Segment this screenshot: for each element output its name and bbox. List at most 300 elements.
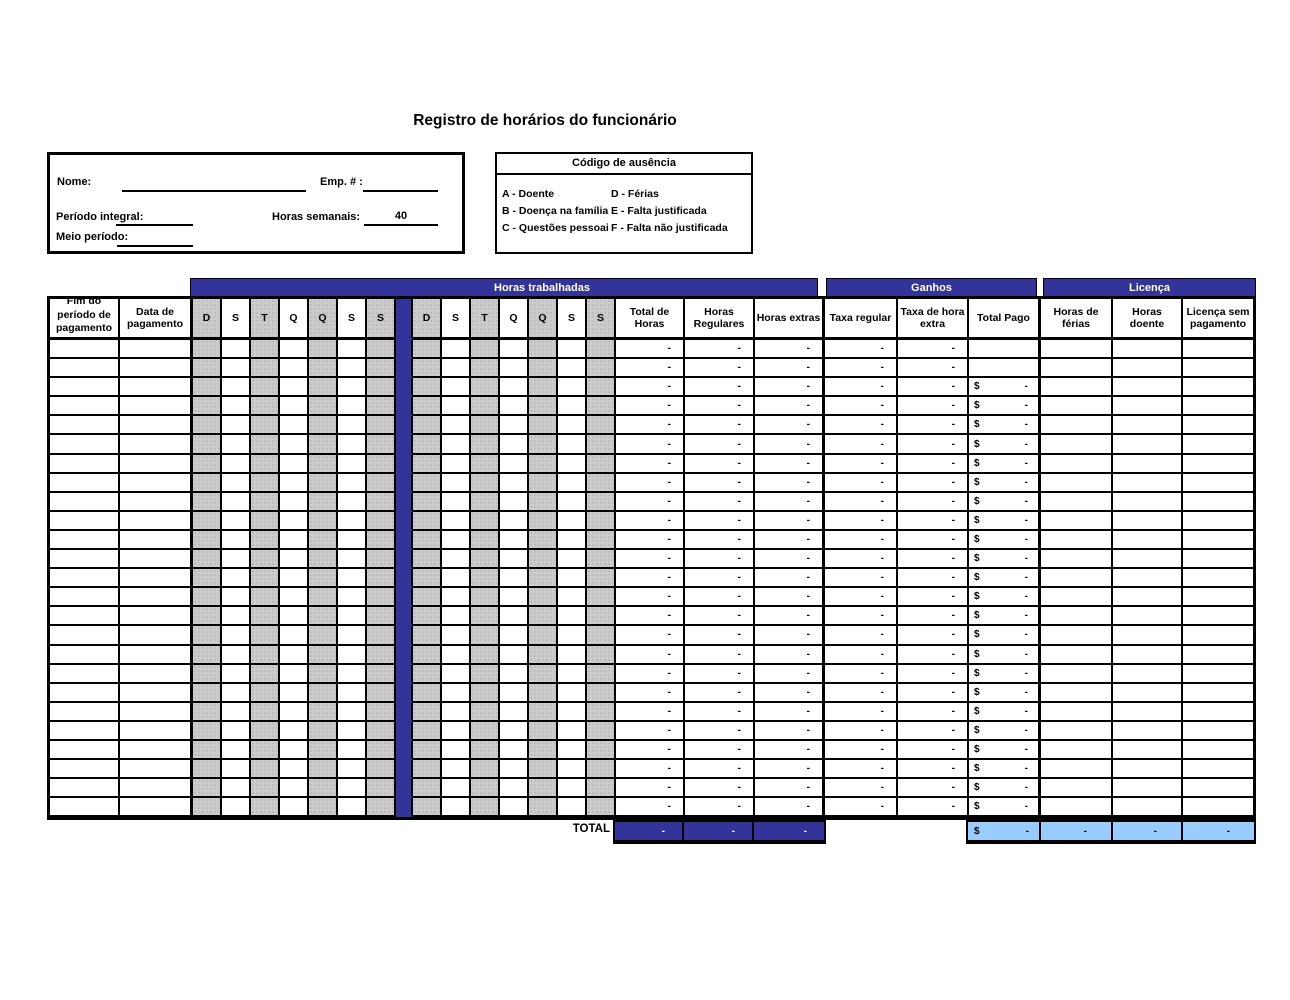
cell-day[interactable] [558, 684, 587, 703]
cell-day[interactable] [442, 455, 471, 474]
cell-day[interactable] [280, 779, 309, 798]
cell-day[interactable] [500, 455, 529, 474]
cell-day[interactable] [338, 512, 367, 531]
cell-day[interactable] [413, 588, 442, 607]
cell-day[interactable] [529, 359, 558, 378]
cell-day[interactable] [500, 684, 529, 703]
cell-pay-period-end[interactable] [50, 741, 120, 760]
cell-day[interactable] [222, 512, 251, 531]
cell-day[interactable] [558, 779, 587, 798]
cell-overtime-rate[interactable]: - [898, 607, 969, 626]
cell-day[interactable] [367, 416, 396, 435]
cell-regular-rate[interactable]: - [825, 741, 898, 760]
cell-day[interactable] [251, 646, 280, 665]
cell-day[interactable] [222, 607, 251, 626]
cell-regular-hours[interactable]: - [685, 569, 755, 588]
cell-day[interactable] [558, 455, 587, 474]
cell-day[interactable] [222, 665, 251, 684]
cell-day[interactable] [471, 455, 500, 474]
cell-day[interactable] [587, 340, 616, 359]
cell-day[interactable] [529, 378, 558, 397]
cell-day[interactable] [280, 340, 309, 359]
cell-day[interactable] [367, 722, 396, 741]
cell-sick-hours[interactable] [1113, 646, 1183, 665]
cell-unpaid-leave[interactable] [1183, 626, 1253, 645]
cell-regular-rate[interactable]: - [825, 722, 898, 741]
cell-day[interactable] [413, 493, 442, 512]
cell-regular-hours[interactable]: - [685, 722, 755, 741]
cell-regular-hours[interactable]: - [685, 665, 755, 684]
cell-day[interactable] [471, 474, 500, 493]
cell-day[interactable] [222, 741, 251, 760]
cell-day[interactable] [280, 359, 309, 378]
cell-pay-date[interactable] [120, 779, 193, 798]
cell-day[interactable] [193, 703, 222, 722]
cell-sick-hours[interactable] [1113, 703, 1183, 722]
cell-pay-period-end[interactable] [50, 646, 120, 665]
cell-day[interactable] [222, 684, 251, 703]
cell-day[interactable] [280, 435, 309, 454]
cell-total-hours[interactable]: - [616, 798, 685, 817]
cell-regular-hours[interactable]: - [685, 646, 755, 665]
cell-day[interactable] [280, 741, 309, 760]
cell-unpaid-leave[interactable] [1183, 512, 1253, 531]
cell-regular-hours[interactable]: - [685, 474, 755, 493]
cell-regular-hours[interactable]: - [685, 359, 755, 378]
cell-day[interactable] [413, 435, 442, 454]
cell-day[interactable] [529, 626, 558, 645]
cell-day[interactable] [471, 550, 500, 569]
cell-unpaid-leave[interactable] [1183, 455, 1253, 474]
cell-day[interactable] [413, 741, 442, 760]
cell-regular-hours[interactable]: - [685, 512, 755, 531]
cell-vacation-hours[interactable] [1041, 397, 1113, 416]
cell-day[interactable] [251, 397, 280, 416]
cell-total-paid[interactable] [969, 512, 1041, 531]
cell-day[interactable] [529, 455, 558, 474]
cell-regular-rate[interactable]: - [825, 435, 898, 454]
cell-day[interactable] [413, 569, 442, 588]
cell-sick-hours[interactable] [1113, 435, 1183, 454]
cell-sick-hours[interactable] [1113, 760, 1183, 779]
cell-day[interactable] [222, 397, 251, 416]
cell-day[interactable] [529, 569, 558, 588]
cell-total-paid[interactable] [969, 359, 1041, 378]
cell-day[interactable] [251, 684, 280, 703]
cell-sick-hours[interactable] [1113, 416, 1183, 435]
cell-day[interactable] [367, 760, 396, 779]
cell-day[interactable] [338, 798, 367, 817]
cell-pay-date[interactable] [120, 512, 193, 531]
cell-day[interactable] [367, 684, 396, 703]
cell-day[interactable] [309, 646, 338, 665]
cell-total-hours[interactable]: - [616, 665, 685, 684]
cell-day[interactable] [587, 455, 616, 474]
cell-total-paid[interactable] [969, 569, 1041, 588]
cell-day[interactable] [500, 378, 529, 397]
cell-pay-period-end[interactable] [50, 626, 120, 645]
cell-day[interactable] [442, 607, 471, 626]
cell-regular-hours[interactable]: - [685, 779, 755, 798]
cell-sick-hours[interactable] [1113, 626, 1183, 645]
cell-day[interactable] [338, 626, 367, 645]
cell-vacation-hours[interactable] [1041, 646, 1113, 665]
cell-vacation-hours[interactable] [1041, 684, 1113, 703]
cell-day[interactable] [367, 340, 396, 359]
cell-overtime-rate[interactable]: - [898, 416, 969, 435]
cell-day[interactable] [309, 397, 338, 416]
cell-day[interactable] [587, 359, 616, 378]
cell-total-hours[interactable]: - [616, 455, 685, 474]
cell-day[interactable] [471, 760, 500, 779]
cell-pay-date[interactable] [120, 340, 193, 359]
cell-day[interactable] [442, 722, 471, 741]
cell-day[interactable] [413, 531, 442, 550]
cell-vacation-hours[interactable] [1041, 760, 1113, 779]
cell-sick-hours[interactable] [1113, 359, 1183, 378]
cell-pay-period-end[interactable] [50, 474, 120, 493]
cell-day[interactable] [442, 646, 471, 665]
cell-day[interactable] [529, 779, 558, 798]
cell-unpaid-leave[interactable] [1183, 416, 1253, 435]
cell-overtime-hours[interactable]: - [755, 626, 825, 645]
cell-day[interactable] [413, 779, 442, 798]
cell-day[interactable] [558, 416, 587, 435]
cell-day[interactable] [442, 474, 471, 493]
cell-pay-period-end[interactable] [50, 779, 120, 798]
cell-regular-rate[interactable]: - [825, 626, 898, 645]
cell-day[interactable] [587, 760, 616, 779]
cell-day[interactable] [442, 684, 471, 703]
cell-day[interactable] [309, 779, 338, 798]
horas-semanais-value[interactable]: 40 [364, 210, 438, 226]
cell-day[interactable] [251, 493, 280, 512]
cell-day[interactable] [471, 435, 500, 454]
cell-unpaid-leave[interactable] [1183, 397, 1253, 416]
cell-regular-rate[interactable]: - [825, 512, 898, 531]
cell-day[interactable] [471, 626, 500, 645]
cell-pay-period-end[interactable] [50, 359, 120, 378]
cell-overtime-hours[interactable]: - [755, 588, 825, 607]
cell-overtime-rate[interactable]: - [898, 455, 969, 474]
cell-pay-date[interactable] [120, 760, 193, 779]
cell-day[interactable] [222, 588, 251, 607]
cell-overtime-hours[interactable]: - [755, 741, 825, 760]
cell-day[interactable] [413, 703, 442, 722]
cell-day[interactable] [500, 665, 529, 684]
cell-day[interactable] [193, 416, 222, 435]
cell-day[interactable] [558, 474, 587, 493]
cell-day[interactable] [309, 455, 338, 474]
cell-day[interactable] [413, 607, 442, 626]
cell-day[interactable] [587, 646, 616, 665]
cell-total-hours[interactable]: - [616, 340, 685, 359]
cell-day[interactable] [413, 665, 442, 684]
cell-day[interactable] [558, 703, 587, 722]
cell-day[interactable] [338, 760, 367, 779]
cell-day[interactable] [442, 798, 471, 817]
cell-vacation-hours[interactable] [1041, 779, 1113, 798]
cell-overtime-rate[interactable]: - [898, 646, 969, 665]
cell-overtime-rate[interactable]: - [898, 493, 969, 512]
cell-day[interactable] [471, 397, 500, 416]
cell-day[interactable] [338, 359, 367, 378]
cell-day[interactable] [587, 665, 616, 684]
cell-pay-period-end[interactable] [50, 512, 120, 531]
cell-regular-rate[interactable]: - [825, 455, 898, 474]
cell-day[interactable] [558, 512, 587, 531]
cell-sick-hours[interactable] [1113, 569, 1183, 588]
cell-day[interactable] [471, 493, 500, 512]
cell-pay-period-end[interactable] [50, 397, 120, 416]
cell-unpaid-leave[interactable] [1183, 531, 1253, 550]
cell-unpaid-leave[interactable] [1183, 359, 1253, 378]
cell-day[interactable] [338, 665, 367, 684]
cell-day[interactable] [338, 569, 367, 588]
cell-total-paid[interactable] [969, 435, 1041, 454]
cell-overtime-hours[interactable]: - [755, 397, 825, 416]
cell-day[interactable] [367, 665, 396, 684]
cell-total-hours[interactable]: - [616, 512, 685, 531]
cell-regular-rate[interactable]: - [825, 531, 898, 550]
cell-day[interactable] [367, 550, 396, 569]
cell-sick-hours[interactable] [1113, 493, 1183, 512]
cell-day[interactable] [309, 760, 338, 779]
cell-overtime-rate[interactable]: - [898, 474, 969, 493]
cell-day[interactable] [529, 474, 558, 493]
cell-pay-date[interactable] [120, 550, 193, 569]
cell-pay-date[interactable] [120, 703, 193, 722]
cell-day[interactable] [558, 397, 587, 416]
cell-day[interactable] [222, 455, 251, 474]
cell-day[interactable] [587, 531, 616, 550]
cell-day[interactable] [587, 588, 616, 607]
cell-total-paid[interactable] [969, 550, 1041, 569]
cell-overtime-hours[interactable]: - [755, 703, 825, 722]
cell-day[interactable] [471, 340, 500, 359]
cell-day[interactable] [500, 626, 529, 645]
cell-day[interactable] [338, 646, 367, 665]
cell-day[interactable] [442, 779, 471, 798]
cell-overtime-hours[interactable]: - [755, 340, 825, 359]
cell-unpaid-leave[interactable] [1183, 435, 1253, 454]
cell-day[interactable] [442, 359, 471, 378]
cell-day[interactable] [193, 359, 222, 378]
cell-total-hours[interactable]: - [616, 588, 685, 607]
cell-total-paid[interactable] [969, 760, 1041, 779]
cell-vacation-hours[interactable] [1041, 378, 1113, 397]
cell-day[interactable] [222, 798, 251, 817]
cell-regular-rate[interactable]: - [825, 397, 898, 416]
cell-sick-hours[interactable] [1113, 474, 1183, 493]
cell-day[interactable] [280, 569, 309, 588]
cell-day[interactable] [338, 741, 367, 760]
cell-day[interactable] [587, 550, 616, 569]
cell-vacation-hours[interactable] [1041, 550, 1113, 569]
cell-day[interactable] [338, 703, 367, 722]
cell-day[interactable] [471, 646, 500, 665]
cell-total-hours[interactable]: - [616, 703, 685, 722]
cell-pay-period-end[interactable] [50, 665, 120, 684]
cell-day[interactable] [338, 550, 367, 569]
cell-pay-period-end[interactable] [50, 531, 120, 550]
cell-day[interactable] [338, 588, 367, 607]
cell-sick-hours[interactable] [1113, 340, 1183, 359]
cell-day[interactable] [558, 646, 587, 665]
cell-day[interactable] [558, 378, 587, 397]
cell-day[interactable] [500, 512, 529, 531]
cell-day[interactable] [529, 741, 558, 760]
cell-day[interactable] [338, 397, 367, 416]
cell-regular-rate[interactable]: - [825, 703, 898, 722]
cell-total-hours[interactable]: - [616, 684, 685, 703]
cell-total-paid[interactable] [969, 798, 1041, 817]
emp-number-blank[interactable] [363, 177, 438, 192]
cell-day[interactable] [309, 684, 338, 703]
cell-unpaid-leave[interactable] [1183, 607, 1253, 626]
cell-overtime-hours[interactable]: - [755, 665, 825, 684]
cell-day[interactable] [251, 741, 280, 760]
cell-regular-hours[interactable]: - [685, 684, 755, 703]
cell-regular-rate[interactable]: - [825, 684, 898, 703]
cell-day[interactable] [251, 588, 280, 607]
cell-day[interactable] [309, 378, 338, 397]
cell-unpaid-leave[interactable] [1183, 722, 1253, 741]
cell-day[interactable] [367, 493, 396, 512]
cell-overtime-hours[interactable]: - [755, 722, 825, 741]
cell-sick-hours[interactable] [1113, 378, 1183, 397]
cell-day[interactable] [587, 607, 616, 626]
cell-regular-hours[interactable]: - [685, 416, 755, 435]
cell-total-hours[interactable]: - [616, 626, 685, 645]
cell-day[interactable] [193, 798, 222, 817]
cell-total-hours[interactable]: - [616, 474, 685, 493]
cell-unpaid-leave[interactable] [1183, 550, 1253, 569]
cell-day[interactable] [413, 474, 442, 493]
cell-day[interactable] [280, 703, 309, 722]
cell-regular-rate[interactable]: - [825, 550, 898, 569]
cell-sick-hours[interactable] [1113, 665, 1183, 684]
cell-unpaid-leave[interactable] [1183, 741, 1253, 760]
cell-day[interactable] [587, 474, 616, 493]
cell-day[interactable] [338, 474, 367, 493]
cell-regular-hours[interactable]: - [685, 798, 755, 817]
cell-day[interactable] [442, 397, 471, 416]
cell-day[interactable] [587, 798, 616, 817]
cell-day[interactable] [309, 665, 338, 684]
cell-day[interactable] [309, 798, 338, 817]
cell-pay-period-end[interactable] [50, 684, 120, 703]
cell-day[interactable] [367, 397, 396, 416]
cell-day[interactable] [500, 340, 529, 359]
cell-day[interactable] [558, 741, 587, 760]
cell-day[interactable] [309, 626, 338, 645]
cell-day[interactable] [367, 779, 396, 798]
cell-day[interactable] [222, 474, 251, 493]
cell-day[interactable] [442, 703, 471, 722]
cell-day[interactable] [251, 607, 280, 626]
cell-day[interactable] [500, 435, 529, 454]
cell-day[interactable] [222, 722, 251, 741]
cell-day[interactable] [442, 626, 471, 645]
cell-total-paid[interactable] [969, 474, 1041, 493]
cell-overtime-hours[interactable]: - [755, 569, 825, 588]
cell-day[interactable] [338, 722, 367, 741]
cell-day[interactable] [280, 512, 309, 531]
nome-blank[interactable] [122, 177, 306, 192]
cell-total-hours[interactable]: - [616, 493, 685, 512]
cell-vacation-hours[interactable] [1041, 359, 1113, 378]
cell-pay-date[interactable] [120, 722, 193, 741]
cell-day[interactable] [309, 703, 338, 722]
cell-overtime-rate[interactable]: - [898, 569, 969, 588]
cell-pay-period-end[interactable] [50, 722, 120, 741]
cell-day[interactable] [471, 703, 500, 722]
cell-total-paid[interactable] [969, 607, 1041, 626]
cell-total-paid[interactable] [969, 531, 1041, 550]
cell-day[interactable] [413, 798, 442, 817]
cell-day[interactable] [338, 340, 367, 359]
cell-regular-hours[interactable]: - [685, 588, 755, 607]
cell-overtime-rate[interactable]: - [898, 359, 969, 378]
cell-day[interactable] [413, 646, 442, 665]
cell-day[interactable] [500, 588, 529, 607]
cell-day[interactable] [587, 684, 616, 703]
cell-overtime-hours[interactable]: - [755, 435, 825, 454]
cell-pay-period-end[interactable] [50, 703, 120, 722]
cell-day[interactable] [193, 588, 222, 607]
cell-pay-date[interactable] [120, 378, 193, 397]
cell-day[interactable] [251, 416, 280, 435]
cell-regular-rate[interactable]: - [825, 607, 898, 626]
cell-regular-hours[interactable]: - [685, 760, 755, 779]
cell-total-paid[interactable] [969, 340, 1041, 359]
cell-day[interactable] [529, 435, 558, 454]
cell-total-hours[interactable]: - [616, 741, 685, 760]
cell-sick-hours[interactable] [1113, 722, 1183, 741]
cell-day[interactable] [413, 378, 442, 397]
cell-total-paid[interactable] [969, 684, 1041, 703]
cell-day[interactable] [500, 703, 529, 722]
cell-regular-rate[interactable]: - [825, 416, 898, 435]
cell-unpaid-leave[interactable] [1183, 798, 1253, 817]
cell-day[interactable] [529, 550, 558, 569]
cell-day[interactable] [280, 493, 309, 512]
cell-day[interactable] [251, 455, 280, 474]
cell-pay-period-end[interactable] [50, 550, 120, 569]
cell-total-paid[interactable] [969, 626, 1041, 645]
cell-regular-rate[interactable]: - [825, 798, 898, 817]
cell-day[interactable] [529, 665, 558, 684]
cell-day[interactable] [367, 626, 396, 645]
cell-regular-hours[interactable]: - [685, 378, 755, 397]
cell-day[interactable] [193, 607, 222, 626]
cell-sick-hours[interactable] [1113, 684, 1183, 703]
cell-day[interactable] [500, 493, 529, 512]
cell-day[interactable] [193, 569, 222, 588]
cell-day[interactable] [471, 531, 500, 550]
cell-day[interactable] [587, 512, 616, 531]
cell-regular-rate[interactable]: - [825, 340, 898, 359]
cell-regular-hours[interactable]: - [685, 741, 755, 760]
cell-day[interactable] [280, 760, 309, 779]
cell-day[interactable] [251, 569, 280, 588]
cell-overtime-hours[interactable]: - [755, 646, 825, 665]
cell-day[interactable] [587, 779, 616, 798]
cell-day[interactable] [280, 550, 309, 569]
cell-day[interactable] [367, 512, 396, 531]
cell-vacation-hours[interactable] [1041, 455, 1113, 474]
